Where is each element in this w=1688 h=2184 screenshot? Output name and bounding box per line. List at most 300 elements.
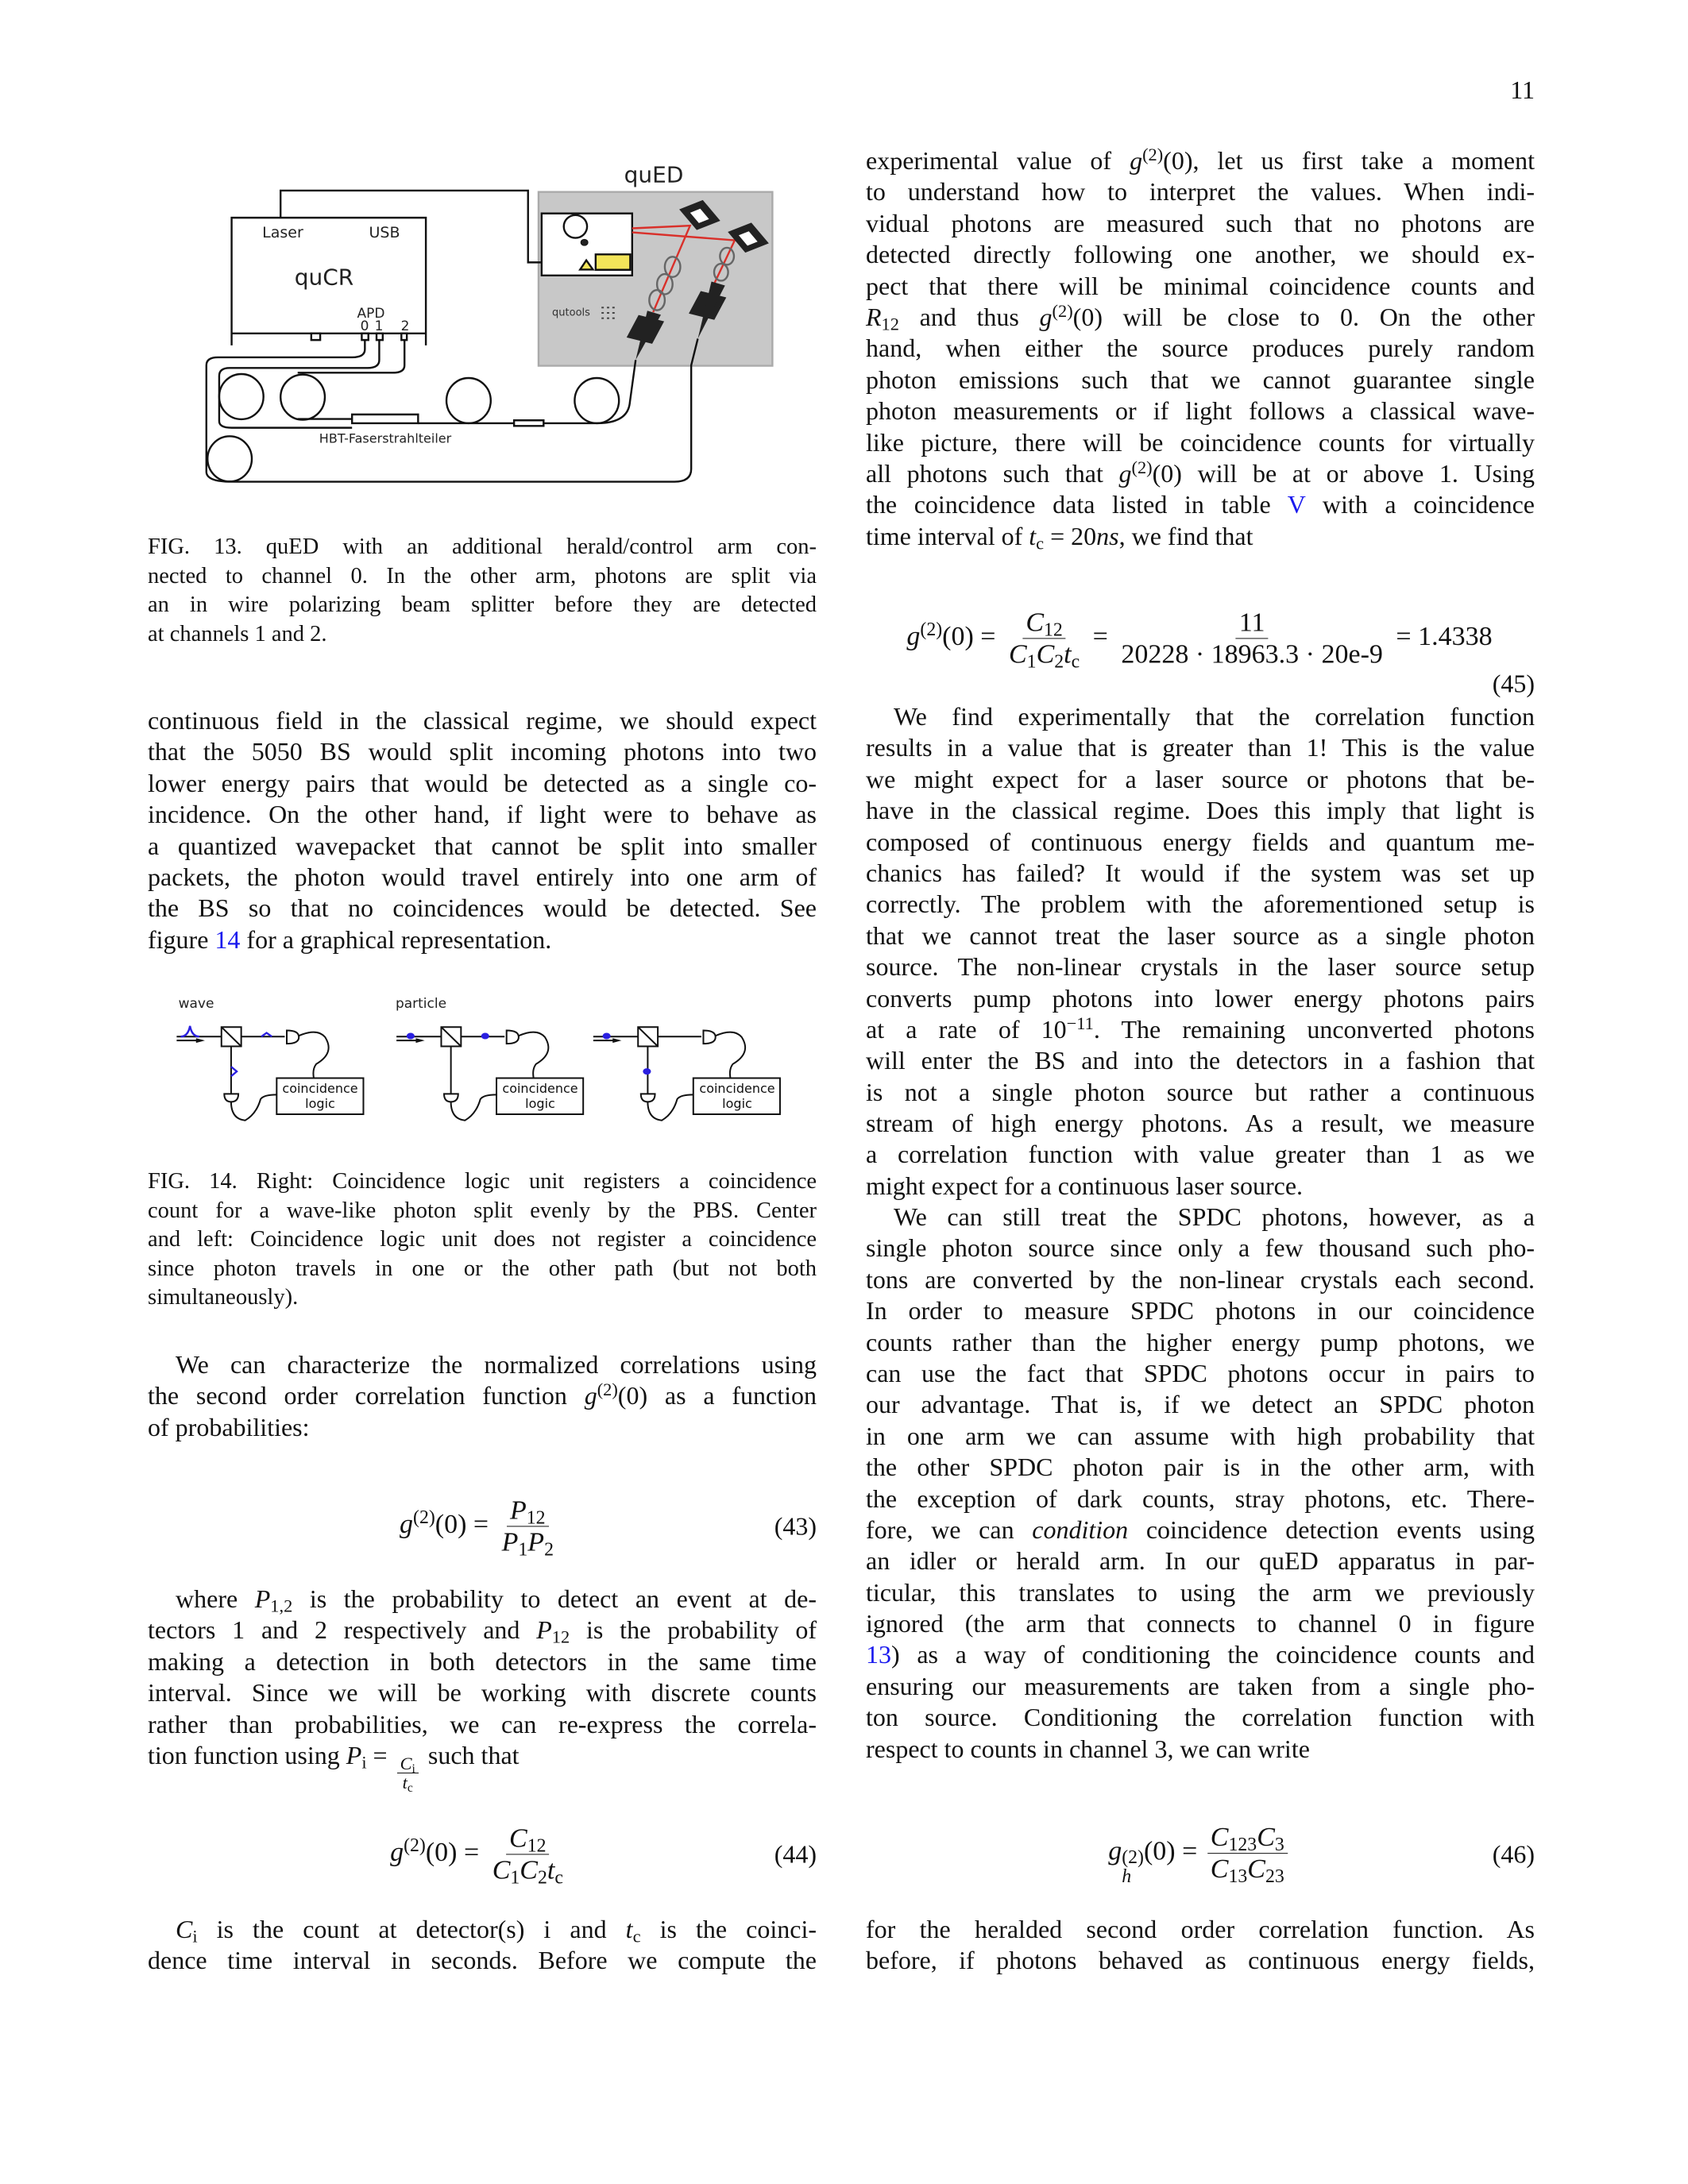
text-run: ensuring our measurements are taken from a single pho- <box>866 1671 1535 1700</box>
numerator <box>1022 607 1065 639</box>
text-line <box>866 302 1535 333</box>
text-run: (0) = <box>942 621 1002 651</box>
text-line <box>866 795 1535 826</box>
subscript: 12 <box>527 1835 547 1857</box>
paragraph <box>866 1202 1535 1765</box>
text-run: count for a wave-like photon split evenly by the PBS. Center <box>148 1198 817 1223</box>
equation-43 <box>400 1495 560 1561</box>
text-line <box>148 705 817 736</box>
text-line <box>148 620 817 650</box>
photon-dot <box>603 1033 611 1040</box>
superscript: (2) <box>1142 144 1164 164</box>
math-symbol: t <box>1064 639 1072 669</box>
fraction <box>397 1753 419 1796</box>
fiber-loop <box>574 378 619 423</box>
subscript: i <box>411 1761 415 1776</box>
text-run: that we cannot treat the laser source as a single photon <box>866 920 1535 950</box>
denominator <box>1006 639 1083 673</box>
paragraph <box>148 1584 817 1796</box>
equation-44 <box>390 1823 570 1889</box>
math-symbol: g <box>1039 302 1053 331</box>
paragraph <box>866 701 1535 1202</box>
text-line <box>866 983 1535 1014</box>
paragraph <box>866 145 1535 552</box>
subscript: 23 <box>1265 1866 1284 1888</box>
math-symbol: t <box>625 1915 633 1943</box>
superscript: (2) <box>597 1379 618 1400</box>
text-run: vidual photons are measured such that no photons are <box>866 208 1535 237</box>
text-line <box>866 732 1535 763</box>
equation-number: (43) <box>774 1511 817 1541</box>
paragraph <box>866 1914 1535 1977</box>
math-symbol: P <box>536 1615 552 1645</box>
subscript: 3 <box>1274 1835 1284 1856</box>
text-run: FIG. 14. Right: Coincidence logic unit registers a coincidence <box>148 1169 817 1194</box>
text-run: pect that there will be minimal coincidence counts and <box>866 271 1535 300</box>
wave-label: wave <box>178 996 214 1012</box>
numerator <box>1207 1822 1288 1854</box>
text-line <box>148 1255 817 1284</box>
text-run: correctly. The problem with the aforementioned setup is <box>866 889 1535 919</box>
fraction <box>499 1495 557 1561</box>
text-line <box>866 1734 1535 1765</box>
text-run: to understand how to interpret the values. When indi- <box>866 177 1535 206</box>
text-run: that the 5050 BS would split incoming photons into two <box>148 737 817 766</box>
denominator <box>1118 639 1386 670</box>
cross-reference-link[interactable]: 14 <box>214 924 241 954</box>
fiber-splitter <box>352 415 418 423</box>
text-line <box>148 1167 817 1197</box>
math-symbol: R <box>866 302 882 331</box>
text-run: and thus <box>898 302 1040 331</box>
text-run: dence time interval in seconds. Before we compute the <box>148 1946 817 1975</box>
text-line <box>866 1108 1535 1139</box>
fiber-loop <box>207 436 252 481</box>
math-symbol: t <box>547 1855 555 1885</box>
numerator <box>397 1754 419 1774</box>
text-run: tion function using <box>148 1740 346 1769</box>
text-run: rather than probabilities, we can re-express the correla- <box>148 1709 817 1738</box>
text-line <box>866 1327 1535 1358</box>
text-run: ) as a way of conditioning the coincidence counts and <box>891 1640 1535 1669</box>
text-run: before, if photons behaved as continuous energy fields, <box>866 1946 1535 1975</box>
subscript: i <box>361 1752 367 1773</box>
box-text: coincidence <box>502 1081 578 1096</box>
port-0 <box>361 334 368 340</box>
text-run: the coincidence data listed in table <box>866 490 1288 519</box>
text-line <box>866 764 1535 795</box>
paragraph <box>148 1349 817 1443</box>
text-line <box>148 1412 817 1443</box>
equation-number: (44) <box>774 1839 817 1869</box>
text-line <box>866 271 1535 302</box>
equation-45 <box>906 607 1493 673</box>
text-line <box>866 1202 1535 1233</box>
text-run: an idler or herald arm. In our quED apparatus in par- <box>866 1546 1535 1576</box>
text-run: photon measurements or if light follows a classical wave- <box>866 396 1535 426</box>
math-symbol: C <box>520 1855 538 1885</box>
text-run: (0), let us first take a moment <box>1163 146 1535 175</box>
text-line <box>866 176 1535 207</box>
math-symbol: C <box>400 1753 412 1773</box>
text-run: where <box>176 1584 255 1613</box>
math-symbol: g <box>906 621 921 651</box>
text-line <box>866 951 1535 982</box>
text-line <box>866 1484 1535 1515</box>
text-run: experimental value of <box>866 146 1130 175</box>
text-run: simultaneously). <box>148 1285 299 1310</box>
text-line <box>148 736 817 767</box>
text-run: is the probability of <box>570 1615 817 1645</box>
math-symbol: C <box>492 1855 511 1885</box>
qucr-label: quCR <box>294 264 354 291</box>
text-line <box>148 1197 817 1226</box>
text-run: ton source. Conditioning the correlation function with <box>866 1703 1535 1732</box>
figure-14-caption <box>148 1167 817 1313</box>
text-run: incidence. On the other hand, if light were to behave as <box>148 800 817 829</box>
text-line <box>866 489 1535 520</box>
channel-label: 1 <box>374 318 384 334</box>
box-text: logic <box>525 1096 555 1111</box>
fraction <box>1207 1822 1288 1888</box>
port-2 <box>401 334 407 340</box>
text-line <box>148 533 817 562</box>
text-run: figure <box>148 924 215 954</box>
text-line <box>148 831 817 862</box>
text-run: ignored (the arm that connects to channel 0 in figure <box>866 1609 1535 1638</box>
text-run: (0) will be at or above 1. Using <box>1152 458 1535 488</box>
math-symbol: C <box>1026 608 1045 638</box>
text-run: ticular, this translates to using the arm we previously <box>866 1577 1535 1607</box>
text-run: coincidence detection events using <box>1128 1515 1535 1544</box>
text-line <box>866 1389 1535 1420</box>
text-line <box>148 862 817 893</box>
numerator <box>1236 607 1269 639</box>
text-line <box>866 1914 1535 1945</box>
text-line <box>866 827 1535 858</box>
laser-label: Laser <box>262 224 303 241</box>
text-run: all photons such that <box>866 458 1119 488</box>
superscript: (2) <box>404 1835 426 1856</box>
text-line <box>866 239 1535 270</box>
text-line <box>866 701 1535 732</box>
sup-sub-stack <box>1122 1849 1144 1887</box>
text-run: making a detection in both detectors in the same time <box>148 1646 817 1676</box>
text-run: = <box>1086 621 1115 651</box>
text-run: at a rate of 10 <box>866 1014 1067 1044</box>
subscript: 12 <box>881 314 899 334</box>
text-run: continuous field in the classical regime, we should expect <box>148 706 817 735</box>
text-run: 11 <box>1238 608 1265 638</box>
subscript: 2 <box>1054 651 1064 673</box>
text-line <box>148 591 817 620</box>
text-run: (0) = <box>435 1509 496 1539</box>
text-line <box>866 208 1535 239</box>
text-line <box>866 1139 1535 1170</box>
qued-label: quED <box>624 161 684 188</box>
text-run: respect to counts in channel 3, we can write <box>866 1734 1310 1763</box>
text-run: have in the classical regime. Does this imply that light is <box>866 796 1535 825</box>
fiber-loop <box>446 378 491 423</box>
text-run: FIG. 13. quED with an additional herald/control arm con- <box>148 534 817 559</box>
subscript: 12 <box>551 1626 570 1647</box>
text-run: stream of high energy photons. As a result, we measure <box>866 1109 1535 1138</box>
math-symbol: g <box>584 1381 597 1410</box>
text-run: photon emissions such that we cannot guarantee single <box>866 365 1535 394</box>
math-symbol: C <box>1257 1823 1275 1853</box>
subscript: c <box>554 1867 563 1889</box>
numerator <box>506 1823 549 1857</box>
subscript: 13 <box>1228 1866 1248 1888</box>
text-line <box>866 1014 1535 1045</box>
text-line <box>866 1545 1535 1576</box>
apd-label: APD <box>357 306 385 322</box>
text-run: single photon source since only a few thousand such pho- <box>866 1233 1535 1263</box>
subscript: i <box>192 1926 198 1947</box>
denominator <box>499 1527 557 1561</box>
text-line <box>866 1077 1535 1108</box>
fraction <box>489 1823 566 1889</box>
text-run: of probabilities: <box>148 1412 310 1441</box>
text-run: an in wire polarizing beam splitter before they are detected <box>148 592 817 617</box>
text-line <box>148 1945 817 1976</box>
text-run: the second order correlation function <box>148 1381 585 1410</box>
figure-13-diagram <box>181 137 786 496</box>
math-symbol: C <box>509 1823 527 1854</box>
subscript: 2 <box>544 1539 554 1561</box>
equation-number: (46) <box>1492 1839 1535 1869</box>
text-line <box>866 521 1535 552</box>
text-run: our advantage. That is, if we detect an SPDC photon <box>866 1390 1535 1419</box>
text-run: is not a single photon source but rather a continuous <box>866 1077 1535 1106</box>
page-number: 11 <box>1510 75 1535 104</box>
text-line <box>866 1577 1535 1608</box>
photon-dot <box>407 1033 415 1040</box>
math-symbol: t <box>1029 521 1037 550</box>
text-line <box>866 1608 1535 1639</box>
text-line <box>148 1740 817 1796</box>
cross-reference-link[interactable]: 13 <box>866 1640 891 1669</box>
math-symbol: condition <box>1032 1515 1129 1544</box>
text-line <box>866 1452 1535 1483</box>
text-line <box>866 145 1535 176</box>
text-run: (0) will be close to 0. On the other <box>1072 302 1535 331</box>
text-line <box>148 1283 817 1313</box>
text-line <box>866 1945 1535 1976</box>
superscript: (2) <box>413 1507 435 1528</box>
equation-number: (45) <box>1492 669 1535 698</box>
text-run: like picture, there will be coincidence counts for virtually <box>866 427 1535 457</box>
text-run: the other SPDC photon pair is in the other arm, with <box>866 1453 1535 1482</box>
cross-reference-link[interactable]: V <box>1287 490 1306 519</box>
text-run: is the probability to detect an event at de- <box>292 1584 817 1613</box>
text-run: will enter the BS and into the detectors in a fashion that <box>866 1046 1535 1075</box>
text-run: tectors 1 and 2 respectively and <box>148 1615 537 1645</box>
text-line <box>866 1358 1535 1389</box>
text-run: with a coincidence <box>1305 490 1535 519</box>
text-run: since photon travels in one or the other path (but not both <box>148 1256 817 1281</box>
math-symbol: C <box>1008 639 1027 669</box>
subscript: h <box>1122 1866 1132 1888</box>
text-line <box>866 396 1535 426</box>
text-run: (0) = <box>1143 1836 1204 1866</box>
denominator <box>400 1773 416 1796</box>
box-text: logic <box>305 1096 335 1111</box>
text-line <box>148 1380 817 1411</box>
text-run: 20228 · 18963.3 · 20e-9 <box>1121 639 1383 669</box>
superscript: −11 <box>1066 1013 1094 1033</box>
paragraph <box>148 1914 817 1977</box>
text-run: detected directly following one another, we should ex- <box>866 240 1535 269</box>
subscript: 1 <box>510 1867 520 1889</box>
math-symbol: C <box>1247 1854 1265 1885</box>
figure-13-caption <box>148 533 817 649</box>
text-line <box>148 1914 817 1945</box>
text-run: We can characterize the normalized correlations using <box>176 1350 817 1379</box>
coincidence-logic-label <box>282 1081 357 1111</box>
superscript: (2) <box>1122 1847 1144 1869</box>
text-run: chanics has failed? It would if the system was set up <box>866 858 1535 887</box>
port-1 <box>377 334 383 340</box>
text-run: such that <box>421 1740 520 1769</box>
math-symbol: g <box>400 1509 414 1539</box>
subscript: 1 <box>1026 651 1037 673</box>
subscript: c <box>1036 533 1045 554</box>
math-symbol: C <box>1036 639 1055 669</box>
text-run: converts pump photons into lower energy photons pairs <box>866 983 1535 1013</box>
superscript: (2) <box>920 619 943 640</box>
text-line <box>148 1646 817 1677</box>
text-line <box>866 1515 1535 1545</box>
denominator <box>489 1855 566 1889</box>
math-symbol: g <box>1130 146 1143 175</box>
text-line <box>148 768 817 799</box>
equation-46 <box>1108 1822 1291 1887</box>
text-line <box>148 562 817 592</box>
text-line <box>866 1702 1535 1733</box>
text-line <box>148 1584 817 1615</box>
text-run: is the count at detector(s) i and <box>197 1915 626 1943</box>
coincidence-logic-label <box>699 1081 774 1111</box>
math-symbol: P <box>254 1584 271 1613</box>
text-line <box>866 1264 1535 1295</box>
text-run: packets, the photon would travel entirely into one arm of <box>148 862 817 891</box>
subscript: 12 <box>1044 619 1063 641</box>
text-line <box>148 1677 817 1708</box>
text-run: = 1.4338 <box>1389 621 1493 651</box>
laser-cable <box>280 191 542 262</box>
text-run: might expect for a continuous laser source. <box>866 1171 1304 1200</box>
text-run: a quantized wavepacket that cannot be split into smaller <box>148 831 817 860</box>
particle-label: particle <box>395 996 447 1012</box>
text-run: source. The non-linear crystals in the laser source setup <box>866 952 1535 982</box>
subscript: 123 <box>1228 1835 1257 1856</box>
text-run: . The remaining unconverted photons <box>1093 1014 1535 1044</box>
text-run: , we find that <box>1118 521 1253 550</box>
numerator <box>507 1495 549 1529</box>
box-text: logic <box>722 1096 752 1111</box>
math-symbol: g <box>1108 1836 1122 1866</box>
text-line <box>148 1709 817 1740</box>
text-run: we might expect for a laser source or photons that be- <box>866 764 1535 793</box>
text-line <box>148 799 817 830</box>
math-symbol: C <box>1210 1823 1229 1853</box>
text-run: = 20 <box>1044 521 1097 550</box>
denominator <box>1207 1854 1288 1888</box>
text-run: We can still treat the SPDC photons, however, as a <box>894 1202 1535 1231</box>
text-run: We find experimentally that the correlation function <box>894 702 1535 731</box>
subscript: 1,2 <box>270 1596 293 1616</box>
text-run: the BS so that no coincidences would be detected. See <box>148 893 817 923</box>
fraction <box>1006 607 1083 673</box>
text-line <box>866 1421 1535 1452</box>
text-line <box>866 1295 1535 1326</box>
photon-dot <box>643 1068 651 1075</box>
fraction <box>1118 607 1386 669</box>
subscript: c <box>407 1781 413 1796</box>
text-run: (0) as a function <box>617 1381 817 1410</box>
text-run: at channels 1 and 2. <box>148 621 327 646</box>
fiber-channel-2 <box>298 340 404 419</box>
text-line <box>866 1671 1535 1702</box>
text-run: for the heralded second order correlation function. As <box>866 1915 1535 1943</box>
text-run: results in a value that is greater than 1! This is the value <box>866 733 1535 762</box>
qutools-logo: qutools <box>552 307 590 319</box>
math-symbol: g <box>1118 458 1132 488</box>
text-run: interval. Since we will be working with discrete counts <box>148 1678 817 1707</box>
fiber-loop <box>280 375 325 420</box>
fiber-loop <box>219 374 264 419</box>
splitter-label: HBT-Faserstrahlteiler <box>319 430 452 446</box>
superscript: (2) <box>1052 300 1073 321</box>
text-line <box>148 1349 817 1380</box>
text-run: time interval of <box>866 521 1029 550</box>
coincidence-logic-label <box>502 1081 577 1111</box>
text-line <box>866 920 1535 951</box>
text-line <box>866 1045 1535 1076</box>
math-symbol: P <box>509 1495 527 1526</box>
text-line <box>148 893 817 924</box>
superscript: (2) <box>1131 457 1153 477</box>
text-line <box>866 858 1535 889</box>
subscript: 1 <box>518 1539 528 1561</box>
box-text: coincidence <box>282 1081 358 1096</box>
subscript: 2 <box>537 1867 547 1889</box>
text-run: is the coinci- <box>640 1915 817 1943</box>
subscript: 12 <box>526 1507 546 1529</box>
text-run: in one arm we can assume with high probability that <box>866 1421 1535 1450</box>
math-symbol: t <box>402 1773 408 1793</box>
text-line <box>148 924 817 955</box>
math-symbol: P <box>501 1527 519 1557</box>
text-run: In order to measure SPDC photons in our coincidence <box>866 1296 1535 1325</box>
text-run: tons are converted by the non-linear crystals each second. <box>866 1264 1535 1294</box>
math-symbol: g <box>390 1837 404 1867</box>
math-symbol: P <box>527 1527 545 1557</box>
figure-14-diagram <box>156 966 783 1135</box>
text-line <box>148 1225 817 1255</box>
text-run: can use the fact that SPDC photons occur in pairs to <box>866 1358 1535 1387</box>
text-line <box>866 1171 1535 1202</box>
math-symbol: P <box>346 1740 362 1769</box>
text-run: composed of continuous energy fields and quantum me- <box>866 827 1535 856</box>
text-line <box>866 1639 1535 1670</box>
math-symbol: ns <box>1096 521 1119 550</box>
box-text: coincidence <box>699 1081 775 1096</box>
text-line <box>148 1615 817 1646</box>
text-run: counts rather than the higher energy pump photons, we <box>866 1327 1535 1356</box>
math-symbol: C <box>176 1915 193 1943</box>
